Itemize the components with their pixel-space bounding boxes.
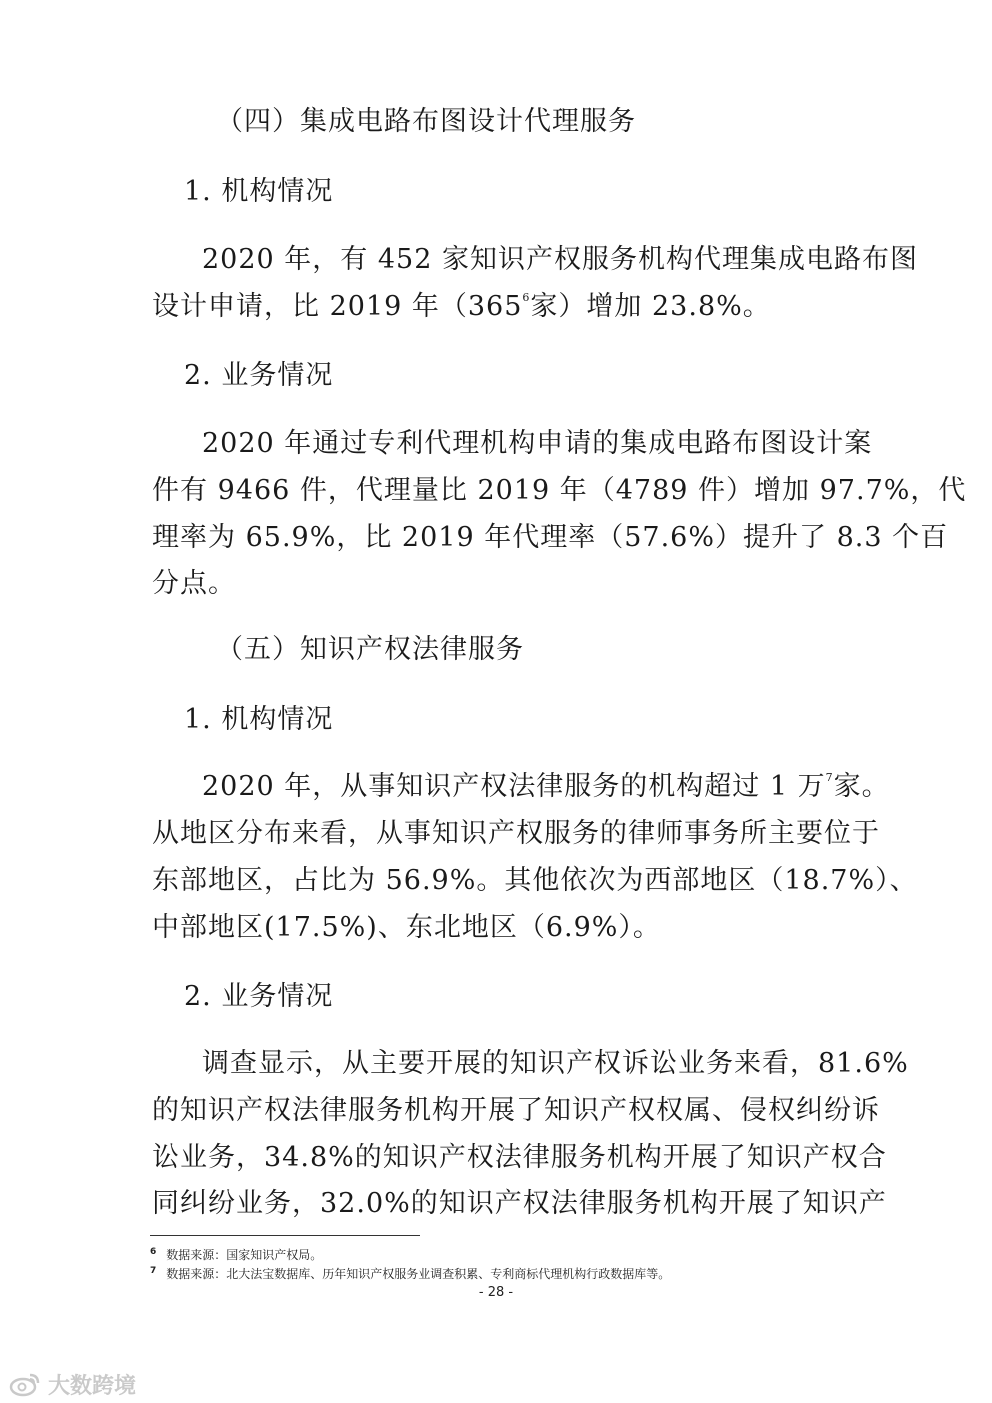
paragraph-line: 从地区分布来看，从事知识产权服务的律师事务所主要位于: [152, 818, 880, 849]
watermark: [8, 1368, 136, 1400]
paragraph-line: 件有 9466 件，代理量比 2019 年（4789 件）增加 97.7%，代: [152, 475, 967, 506]
paragraph-line: 的知识产权法律服务机构开展了知识产权权属、侵权纠纷诉: [152, 1095, 880, 1126]
subheading-institutions-2: 1. 机构情况: [184, 704, 334, 735]
paragraph-line: 理率为 65.9%，比 2019 年代理率（57.6%）提升了 8.3 个百: [152, 522, 949, 553]
footnote-ref: 6: [522, 291, 531, 304]
paragraph-line: 同纠纷业务，32.0%的知识产权法律服务机构开展了知识产: [152, 1188, 887, 1219]
footnote-number: 7: [150, 1266, 157, 1276]
section-heading-5: （五）知识产权法律服务: [216, 634, 524, 665]
paragraph-line: [202, 770, 890, 804]
watermark-text: 大数跨境: [48, 1373, 137, 1399]
subheading-institutions-1: 1. 机构情况: [184, 176, 334, 207]
footnote-7: [150, 1263, 670, 1282]
paragraph-line: 中部地区(17.5%)、东北地区（6.9%）。: [152, 912, 661, 943]
paragraph-line: [152, 290, 771, 324]
paragraph-line: 调查显示，从主要开展的知识产权诉讼业务来看，81.6%: [202, 1048, 909, 1079]
paragraph-line: 2020 年，有 452 家知识产权服务机构代理集成电路布图: [202, 244, 918, 275]
page-number: - 28 -: [478, 1285, 514, 1300]
paragraph-text: 家。: [833, 771, 890, 802]
paragraph-line: 讼业务，34.8%的知识产权法律服务机构开展了知识产权合: [152, 1142, 887, 1173]
footnote-ref: 7: [825, 771, 834, 784]
paragraph-line: 东部地区，占比为 56.9%。其他依次为西部地区（18.7%）、: [152, 865, 918, 896]
footnote-number: 6: [150, 1247, 157, 1257]
paragraph-text: 2020 年，从事知识产权法律服务的机构超过 1 万: [202, 771, 826, 802]
footnote-6: [150, 1244, 322, 1263]
footnote-divider: [150, 1235, 420, 1236]
paragraph-text: 家）增加 23.8%。: [530, 291, 771, 322]
footnote-text: 数据来源：北大法宝数据库、历年知识产权服务业调查积累、专利商标代理机构行政数据库等。: [166, 1267, 671, 1281]
weibo-logo-icon: [8, 1370, 42, 1398]
section-heading-4: （四）集成电路布图设计代理服务: [216, 106, 636, 137]
paragraph-line: 2020 年通过专利代理机构申请的集成电路布图设计案: [202, 428, 873, 459]
paragraph-line: 分点。: [152, 568, 236, 599]
subheading-business-1: 2. 业务情况: [184, 360, 334, 391]
paragraph-text: 设计申请，比 2019 年（365: [152, 291, 523, 322]
footnote-text: 数据来源：国家知识产权局。: [166, 1248, 323, 1262]
subheading-business-2: 2. 业务情况: [184, 981, 334, 1012]
